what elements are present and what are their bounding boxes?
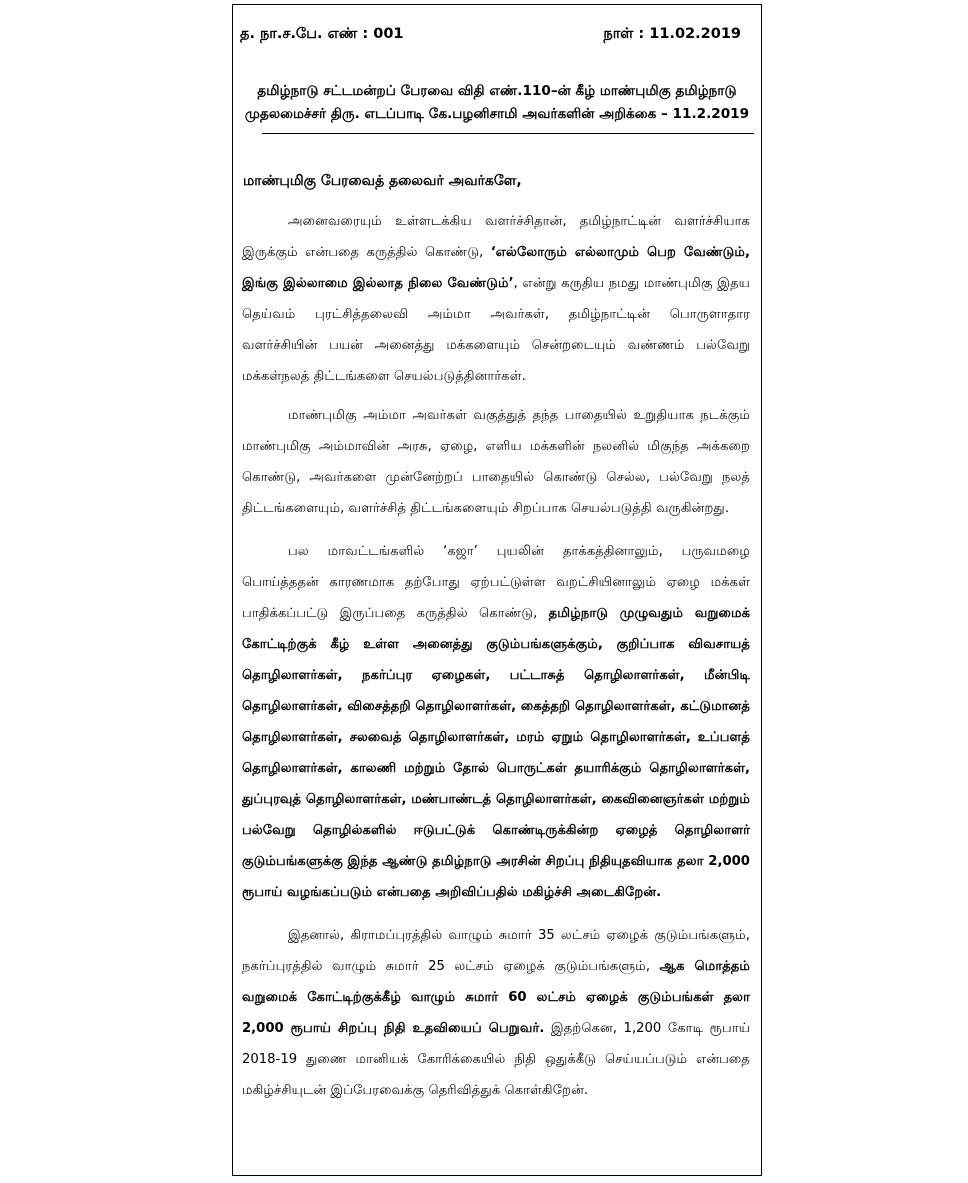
paragraph-4-total: ஆக மொத்தம் வறுமைக் கோட்டிற்குக்கீழ் வாழும் சுமார் 60 லட்சம் ஏழைக் குடும்பங்கள் தலா 2,000 ரூபாய் சிறப்பு நிதி உதவியைப் பெறுவர். [242,959,751,1036]
reference-number: த. நா.ச.பே. எண் : 001 [240,26,404,42]
document-frame [232,4,762,1176]
title-line-2: முதலமைச்சர் திரு. எடப்பாடி கே.பழனிசாமி அவர்களின் அறிக்கை – 11.2.2019 [244,106,750,122]
paragraph-3 [242,536,750,908]
paragraph-3-text-a: பல மாவட்டங்களில் ‘கஜா’ புயலின் தாக்கத்தினாலும், பருவமழை பொய்த்ததன் காரணமாக தற்போது ஏற்பட்டுள்ள வறட்சியினாலும் ஏழை மக்கள் பாதிக்கப்பட்டு இருப்பதை கருத்தில் கொண்டு, [242,544,750,621]
statement-body [242,206,750,1118]
paragraph-3-announcement: தமிழ்நாடு முழுவதும் வறுமைக் கோட்டிற்குக் கீழ் உள்ள அனைத்து குடும்பங்களுக்கும், குறிப்பாக விவசாயத் தொழிலாளர்கள், நகர்ப்புர ஏழைகள், பட்டாசுத் தொழிலாளர்கள், மீன்பிடி தொழிலாளர்கள், விசைத்தறி தொழிலாளர்கள், கைத்தறி தொழிலாளர்கள், கட்டுமானத் தொழிலாளர்கள், சலவைத் தொழிலாளர்கள், மரம் ஏறும் தொழிலாளர்கள், உப்பளத் தொழிலாளர்கள், காலணி மற்றும் தோல் பொருட்கள் தயாரிக்கும் தொழிலாளர்கள், துப்புரவுத் தொழிலாளர்கள், மண்பாண்டத் தொழிலாளர்கள், கைவினைஞர்கள் மற்றும் பல்வேறு தொழில்களில் ஈடுபட்டுக் கொண்டிருக்கின்ற ஏழைத் தொழிலாளர் குடும்பங்களுக்கு இந்த ஆண்டு தமிழ்நாடு அரசின் சிறப்பு நிதியுதவியாக தலா 2,000 ரூபாய் வழங்கப்படும் என்பதை அறிவிப்பதில் மகிழ்ச்சி அடைகிறேன். [242,606,751,900]
paragraph-1-text-a: அனைவரையும் உள்ளடக்கிய வளர்ச்சிதான், தமிழ்நாட்டின் வளர்ச்சியாக இருக்கும் என்பதை கருத்தில் கொண்டு, [242,214,750,260]
paragraph-4-text-a: இதனால், கிராமப்புரத்தில் வாழும் சுமார் 35 லட்சம் ஏழைக் குடும்பங்களும், நகர்ப்புரத்தில் வாழும் சுமார் 25 லட்சம் ஏழைக் குடும்பங்களும், [242,928,750,974]
paragraph-1 [242,206,750,392]
paragraph-2: மாண்புமிகு அம்மா அவர்கள் வகுத்துத் தந்த பாதையில் உறுதியாக நடக்கும் மாண்புமிகு அம்மாவின் அரசு, ஏழை, எளிய மக்களின் நலனில் மிகுந்த அக்கறை கொண்டு, அவர்களை முன்னேற்றப் பாதையில் கொண்டு செல்ல, பல்வேறு நலத் திட்டங்களையும், வளர்ச்சித் திட்டங்களையும் சிறப்பாக செயல்படுத்தி வருகின்றது. [242,408,750,516]
document-title [241,80,753,126]
paragraph-4 [242,920,750,1106]
title-underline [262,133,754,134]
salutation: மாண்புமிகு பேரவைத் தலைவர் அவர்களே, [243,173,522,189]
paragraph-4-text-c: இதற்கென, 1,200 கோடி ரூபாய் 2018-19 துணை மானியக் கோரிக்கையில் நிதி ஒதுக்கீடு செய்யப்படும் என்பதை மகிழ்ச்சியுடன் இப்பேரவைக்கு தெரிவித்துக் கொள்கிறேன். [242,1021,751,1098]
document-date: நாள் : 11.02.2019 [603,26,741,42]
paragraph-1-text-c: , என்று கருதிய நமது மாண்புமிகு இதய தெய்வம் புரட்சித்தலைவி அம்மா அவர்கள், தமிழ்நாட்டின் பொருளாதார வளர்ச்சியின் பயன் அனைத்து மக்களையும் சென்றடையும் வண்ணம் பல்வேறு மக்கள்நலத் திட்டங்களை செயல்படுத்தினார்கள். [242,276,750,384]
document-header [240,26,741,48]
paragraph-1-quote: ‘எல்லோரும் எல்லாமும் பெற வேண்டும், இங்கு இல்லாமை இல்லாத நிலை வேண்டும்’ [242,245,750,291]
title-line-1: தமிழ்நாடு சட்டமன்றப் பேரவை விதி எண்.110–ன் கீழ் மாண்புமிகு தமிழ்நாடு [257,83,737,99]
